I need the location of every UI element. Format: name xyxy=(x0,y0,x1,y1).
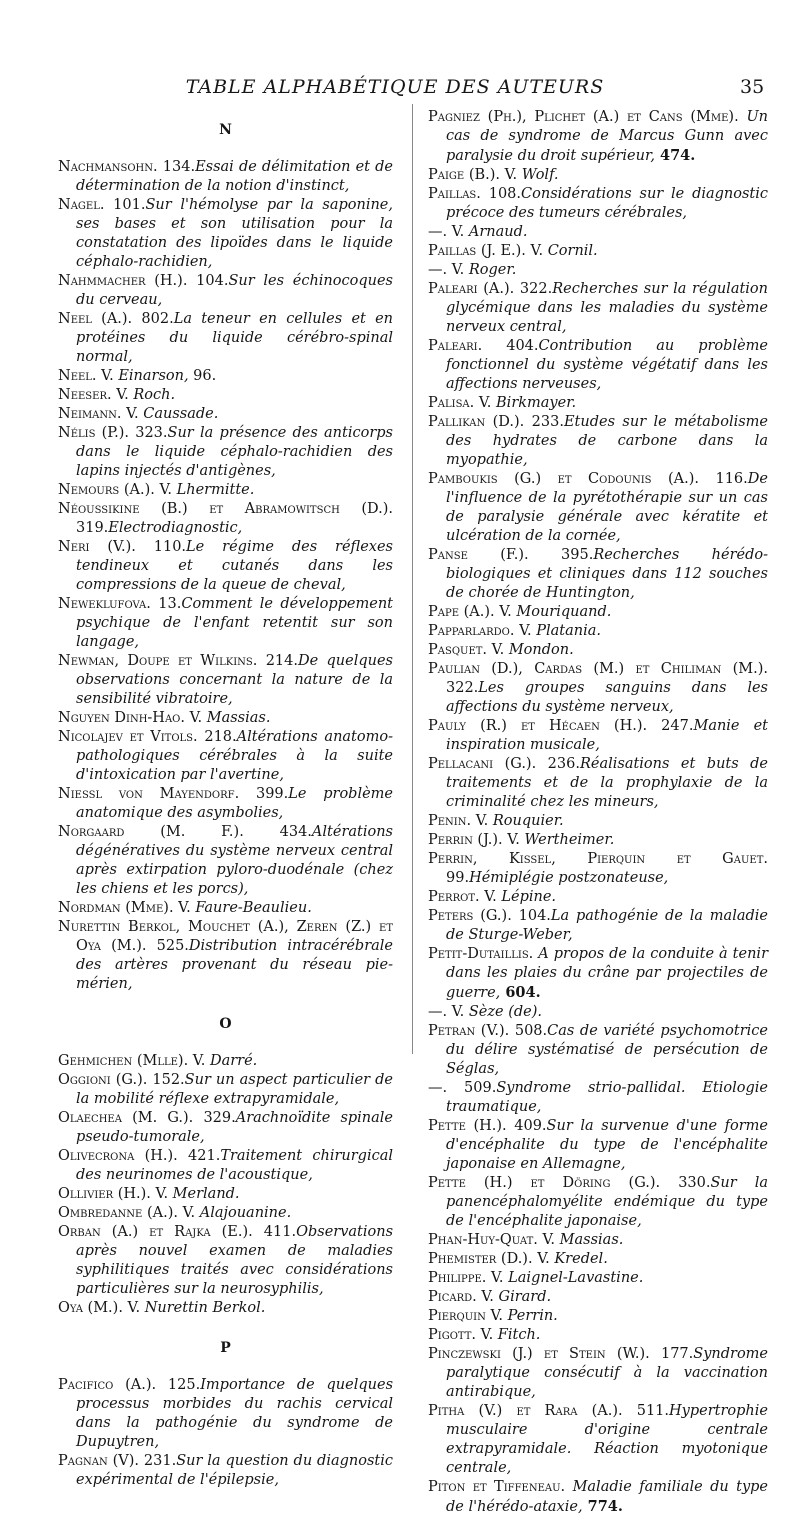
entry-text: V. xyxy=(542,1232,560,1248)
index-entry xyxy=(58,481,393,500)
entry-title: Importance de quelques processus morbides du rachis cervical dans la pathogénie du syndrome de Dupuytren, xyxy=(76,1377,394,1450)
entry-title: Wolf. xyxy=(521,167,559,183)
index-entry xyxy=(428,1250,768,1269)
entry-title: Merland. xyxy=(172,1186,240,1202)
entry-title: Traitement chirurgical des neurinomes de l'acoustique, xyxy=(76,1148,393,1183)
index-entry xyxy=(428,831,768,850)
entry-text: V. xyxy=(451,1004,469,1020)
entry-title: Sèze (de). xyxy=(468,1004,543,1020)
entry-text: 218. xyxy=(204,729,237,745)
entry-title: Etudes sur le métabolisme des hydrates de carbone dans la myopathie, xyxy=(446,414,768,468)
index-entry xyxy=(428,337,768,394)
entry-title: Les groupes sanguins dans les affections du système nerveux, xyxy=(446,680,768,715)
entry-text: V. xyxy=(192,1053,210,1069)
entry-title: Massias. xyxy=(206,710,271,726)
index-entry xyxy=(58,1052,393,1071)
entry-text: 434. xyxy=(279,824,312,840)
section-letter: O xyxy=(219,1016,232,1032)
author-name: Picard. xyxy=(428,1289,477,1305)
index-entry xyxy=(428,242,768,261)
entry-title: Roger. xyxy=(468,262,517,278)
index-entry xyxy=(428,166,768,185)
entry-text: 322. xyxy=(519,281,553,297)
author-name: Pagnan (V). xyxy=(58,1453,139,1469)
index-entry xyxy=(58,709,393,728)
author-name: Pette (H.) et Döring (G.). xyxy=(428,1175,661,1191)
section-letter: P xyxy=(220,1340,231,1356)
entry-page-bold: 474. xyxy=(654,147,696,164)
entry-title: Contribution au problème fonctionnel du système végétatif dans les affections nerveuses, xyxy=(446,338,768,392)
author-name: Neweklufova. xyxy=(58,596,151,612)
entry-title: De quelques observations concernant la nature de la sensibilité vibratoire, xyxy=(76,653,393,707)
entry-title: Recherches sur la régulation glycémique dans les maladies du système nerveux central, xyxy=(446,281,768,335)
entry-text: 329. xyxy=(203,1110,236,1126)
author-name: Norgaard (M. F.). xyxy=(58,824,244,840)
author-name: Paleari (A.). xyxy=(428,281,515,297)
author-name: Paige (B.). xyxy=(428,167,501,183)
entry-text: V. xyxy=(451,262,469,278)
entry-text: 395. xyxy=(561,547,594,563)
entry-text: 511. xyxy=(636,1403,670,1419)
entry-title: Syndrome strio-pallidal. Etiologie traumatique, xyxy=(446,1080,768,1115)
entry-title: Nurettin Berkol. xyxy=(144,1300,266,1316)
author-name: Paleari. xyxy=(428,338,483,354)
author-name: Nurettin Berkol, Mouchet (A.), Zeren (Z.) et Oya (M.). xyxy=(58,919,393,954)
entry-text: V. xyxy=(491,1270,509,1286)
index-entry xyxy=(58,196,393,272)
index-entry xyxy=(428,1402,768,1478)
author-name: Néoussikine (B.) et Abramowitsch (D.). xyxy=(58,501,393,517)
author-name: Neri (V.). xyxy=(58,539,136,555)
author-name: Perrot. xyxy=(428,889,480,905)
index-entry xyxy=(428,888,768,907)
index-entry xyxy=(58,424,393,481)
entry-text: V. xyxy=(178,900,196,916)
entry-text: 108. xyxy=(488,186,522,202)
section-letter: N xyxy=(219,122,232,138)
author-name: Nicolajev et Vitols. xyxy=(58,729,198,745)
index-entry xyxy=(428,1345,768,1402)
index-entry xyxy=(58,158,393,196)
entry-title: Un cas de syndrome de Marcus Gunn avec paralysie du droit supérieur, xyxy=(446,109,769,164)
index-entry xyxy=(428,1478,768,1517)
author-name: Pauly (R.) et Hécaen (H.). xyxy=(428,718,648,734)
entry-title: A propos de la conduite à tenir dans les plaies du crâne par projectiles de guerre, xyxy=(446,946,769,1001)
entry-title: Platania. xyxy=(536,623,602,639)
index-entry xyxy=(58,538,393,595)
entry-text: 214. xyxy=(265,653,298,669)
entry-text: 525. xyxy=(156,938,189,954)
index-entry xyxy=(428,1231,768,1250)
author-name: —. xyxy=(428,224,448,240)
author-name: Piton et Tiffeneau. xyxy=(428,1479,566,1495)
index-entry xyxy=(428,717,768,755)
entry-title: Lhermitte. xyxy=(176,482,255,498)
index-entry xyxy=(428,945,768,1003)
author-name: Pape (A.). xyxy=(428,604,495,620)
entry-text: 116. xyxy=(715,471,748,487)
author-name: Nagel. xyxy=(58,197,105,213)
author-name: Orban (A.) et Rajka (E.). xyxy=(58,1224,253,1240)
index-entry xyxy=(58,1109,393,1147)
entry-title: Birkmayer. xyxy=(496,395,577,411)
index-entry xyxy=(58,595,393,652)
author-name: Neeser. xyxy=(58,387,112,403)
index-entry xyxy=(428,108,768,166)
entry-text: V. xyxy=(530,243,548,259)
entry-text: V. xyxy=(504,167,522,183)
index-entry xyxy=(428,470,768,546)
entry-text: 421. xyxy=(188,1148,221,1164)
author-name: Newman, Doupe et Wilkins. xyxy=(58,653,258,669)
entry-title: Massias. xyxy=(559,1232,624,1248)
index-entry xyxy=(58,405,393,424)
entry-text: 399. xyxy=(255,786,289,802)
entry-text: V. xyxy=(478,395,497,411)
index-entry xyxy=(428,1117,768,1174)
author-name: Oya (M.). xyxy=(58,1300,123,1316)
entry-page-bold: 774. xyxy=(582,1498,623,1515)
entry-text: 247. xyxy=(661,718,694,734)
author-name: Nordman (Mme). xyxy=(58,900,174,916)
entry-text: 509. xyxy=(464,1080,497,1096)
author-name: Nguyen Dinh-Hao. xyxy=(58,710,185,726)
entry-text: 101. xyxy=(113,197,146,213)
author-name: —. xyxy=(428,1080,448,1096)
entry-title: Hémiplégie postzonateuse, xyxy=(469,870,669,886)
index-entry xyxy=(428,1307,768,1326)
running-title: TABLE ALPHABÉTIQUE DES AUTEURS xyxy=(185,76,605,98)
entry-text: 125. xyxy=(167,1377,201,1393)
author-name: Phemister (D.). xyxy=(428,1251,533,1267)
entry-text: V. xyxy=(101,368,119,384)
index-entry xyxy=(58,1452,393,1490)
author-name: Panse (F.). xyxy=(428,547,529,563)
entry-title: Sur les échinocoques du cerveau, xyxy=(76,273,393,308)
author-name: Pasquet. xyxy=(428,642,488,658)
author-name: Paillas. xyxy=(428,186,481,202)
entry-title: Réalisations et buts de traitements et de la prophylaxie de la criminalité chez les mineurs, xyxy=(446,756,769,810)
index-entry xyxy=(428,907,768,945)
entry-title: Sur un aspect particulier de la mobilité réflexe extrapyramidale, xyxy=(76,1072,393,1107)
entry-text: 508. xyxy=(514,1023,548,1039)
entry-text: V. xyxy=(490,1308,508,1324)
author-name: Philippe. xyxy=(428,1270,487,1286)
entry-title: Sur la survenue d'une forme d'encéphalite du type de l'encéphalite japonaise en Allemagne, xyxy=(446,1118,769,1172)
index-entry xyxy=(428,1003,768,1022)
entry-text: V. xyxy=(127,1300,145,1316)
entry-text: V. xyxy=(507,832,525,848)
entry-title: Lépine. xyxy=(501,889,557,905)
entry-text: V. xyxy=(475,813,493,829)
index-entry xyxy=(58,367,393,386)
entry-text: 319. xyxy=(76,520,109,536)
index-entry xyxy=(58,1376,393,1452)
index-entry xyxy=(58,823,393,899)
author-name: Nemours (A.). xyxy=(58,482,155,498)
author-name: Oggioni (G.). xyxy=(58,1072,148,1088)
index-entry xyxy=(428,546,768,603)
index-entry xyxy=(428,1269,768,1288)
index-entry xyxy=(428,261,768,280)
author-name: Petit-Dutaillis. xyxy=(428,946,534,962)
entry-page-bold: 604. xyxy=(500,984,541,1001)
entry-title: Le régime des réflexes tendineux et cutanés dans les compressions de la queue de cheval, xyxy=(76,539,393,593)
entry-text: V. xyxy=(159,482,177,498)
column-divider xyxy=(412,104,413,1054)
author-name: Pitha (V.) et Rara (A.). xyxy=(428,1403,623,1419)
entry-text: 13. xyxy=(158,596,182,612)
entry-text: 177. xyxy=(660,1346,694,1362)
entry-title: Mondon. xyxy=(508,642,574,658)
index-entry xyxy=(58,1071,393,1109)
entry-title: Perrin. xyxy=(507,1308,558,1324)
entry-text: V. xyxy=(491,642,509,658)
index-entry xyxy=(428,660,768,717)
entry-title: Rouquier. xyxy=(492,813,564,829)
entry-title: Observations après nouvel examen de maladies syphilitiques traités avec considérations particulières sur la neurosyphilis, xyxy=(76,1224,394,1297)
author-name: Pierquin xyxy=(428,1308,486,1324)
entry-title: Hypertrophie musculaire d'origine centrale extrapyramidale. Réaction myotonique centrale, xyxy=(446,1403,768,1476)
index-entry xyxy=(428,1022,768,1079)
index-entry xyxy=(428,603,768,622)
entry-text: 411. xyxy=(263,1224,297,1240)
entry-title: Arnaud. xyxy=(468,224,528,240)
index-entry xyxy=(58,1204,393,1223)
entry-text: 233. xyxy=(531,414,564,430)
entry-title: Essai de délimitation et de détermination de la notion d'instinct, xyxy=(76,159,393,194)
author-name: Perrin, Kissel, Pierquin et Gauet. xyxy=(428,851,768,867)
entry-text: V. xyxy=(537,1251,555,1267)
index-entry xyxy=(428,1326,768,1345)
entry-text: 134. xyxy=(162,159,196,175)
entry-title: Sur la présence des anticorps dans le liquide céphalo-rachidien des lapins injectés d'antigènes, xyxy=(76,425,393,479)
entry-title: Fitch. xyxy=(497,1327,541,1343)
author-name: —. xyxy=(428,1004,448,1020)
index-entry xyxy=(428,850,768,888)
author-name: Palisa. xyxy=(428,395,475,411)
entry-title: Sur l'hémolyse par la saponine, ses bases et son utilisation pour la constatation des lipoïdes dans le liquide céphalo-rachidien, xyxy=(76,197,393,270)
entry-title: Arachnoïdite spinale pseudo-tumorale, xyxy=(76,1110,394,1145)
author-name: Ombredanne (A.). xyxy=(58,1205,178,1221)
index-entry xyxy=(58,500,393,538)
author-name: Pinczewski (J.) et Stein (W.). xyxy=(428,1346,650,1362)
left-column xyxy=(58,100,393,1490)
entry-title: Le problème anatomique des asymbolies, xyxy=(76,786,393,821)
page-number: 35 xyxy=(740,76,765,98)
entry-text: V. xyxy=(116,387,134,403)
index-entry xyxy=(428,755,768,812)
entry-title: Girard. xyxy=(498,1289,552,1305)
entry-text: 152. xyxy=(152,1072,185,1088)
index-entry xyxy=(58,386,393,405)
entry-title: Altérations dégénératives du système nerveux central après extirpation pyloro-duodénale (chez les chiens et les porcs), xyxy=(76,824,393,897)
index-entry xyxy=(58,785,393,823)
index-entry xyxy=(58,728,393,785)
right-column xyxy=(428,100,768,1517)
entry-title: Sur la panencéphalomyélite endémique du type de l'encéphalite japonaise, xyxy=(446,1175,768,1229)
index-entry xyxy=(428,185,768,223)
entry-text: V. xyxy=(480,1327,498,1343)
index-entry xyxy=(428,622,768,641)
author-name: Paillas (J. E.). xyxy=(428,243,526,259)
entry-title: Syndrome paralytique consécutif à la vaccination antirabique, xyxy=(446,1346,769,1400)
entry-title: Kredel. xyxy=(554,1251,608,1267)
entry-text: 409. xyxy=(514,1118,547,1134)
author-name: Nachmansohn. xyxy=(58,159,158,175)
entry-title: Manie et inspiration musicale, xyxy=(446,718,768,753)
entry-text: 802. xyxy=(141,311,174,327)
author-name: Pallikan (D.). xyxy=(428,414,525,430)
entry-text: V. xyxy=(182,1205,200,1221)
author-name: Olivecrona (H.). xyxy=(58,1148,178,1164)
author-name: Neel (A.). xyxy=(58,311,133,327)
entry-title: Laignel-Lavastine. xyxy=(508,1270,644,1286)
index-entry xyxy=(58,310,393,367)
entry-title: Comment le développement psychique de l'enfant retentit sur son langage, xyxy=(76,596,394,650)
entry-text: 330. xyxy=(678,1175,711,1191)
index-entry xyxy=(428,812,768,831)
entry-text: V. xyxy=(499,604,517,620)
author-name: Pigott. xyxy=(428,1327,477,1343)
entry-title: La pathogénie de la maladie de Sturge-Weber, xyxy=(446,908,768,943)
entry-text: 236. xyxy=(547,756,580,772)
entry-title: Recherches hérédo-biologiques et cliniques dans 112 souches de chorée de Huntington, xyxy=(446,547,769,601)
author-name: Pellacani (G.). xyxy=(428,756,537,772)
author-name: Neel. xyxy=(58,368,97,384)
entry-text: V. xyxy=(481,1289,499,1305)
entry-text: 323. xyxy=(135,425,168,441)
author-name: Papparlardo. xyxy=(428,623,515,639)
index-entry xyxy=(58,652,393,709)
index-entry xyxy=(58,1223,393,1299)
index-entry xyxy=(428,223,768,242)
entry-title: De l'influence de la pyrétothérapie sur un cas de paralysie générale avec kératite et ulcération de la cornée, xyxy=(446,471,768,544)
entry-title: Darré. xyxy=(209,1053,258,1069)
entry-title: Cas de variété psychomotrice du délire systématisé de persécution de Séglas, xyxy=(446,1023,768,1077)
author-name: Nahmmacher (H.). xyxy=(58,273,188,289)
index-entry xyxy=(58,1147,393,1185)
index-entry xyxy=(58,1185,393,1204)
author-name: Petran (V.). xyxy=(428,1023,510,1039)
entry-text: 231. xyxy=(143,1453,177,1469)
author-name: Penin. xyxy=(428,813,472,829)
entry-title: Maladie familiale du type de l'hérédo-ataxie, xyxy=(446,1479,769,1515)
entry-text: 99. xyxy=(446,870,470,886)
index-entry xyxy=(428,1079,768,1117)
index-entry xyxy=(428,1288,768,1307)
author-name: Gehmichen (Mlle). xyxy=(58,1053,189,1069)
author-name: Pacifico (A.). xyxy=(58,1377,157,1393)
entry-title: Alajouanine. xyxy=(199,1205,292,1221)
author-name: Phan-Huy-Quat. xyxy=(428,1232,538,1248)
entry-text: V. xyxy=(451,224,469,240)
index-entry xyxy=(58,918,393,994)
author-name: —. xyxy=(428,262,448,278)
author-name: Nélis (P.). xyxy=(58,425,129,441)
entry-title: La teneur en cellules et en protéines du liquide cérébro-spinal normal, xyxy=(76,311,394,365)
index-entry xyxy=(428,394,768,413)
entry-title: Faure-Beaulieu. xyxy=(195,900,312,916)
entry-title: Einarson, xyxy=(118,368,189,384)
entry-title: Sur la question du diagnostic expérimental de l'épilepsie, xyxy=(76,1453,393,1488)
author-name: Olaechea (M. G.). xyxy=(58,1110,194,1126)
index-entry xyxy=(428,280,768,337)
author-name: Pamboukis (G.) et Codounis (A.). xyxy=(428,471,699,487)
entry-text: 110. xyxy=(153,539,187,555)
entry-title: Caussade. xyxy=(143,406,219,422)
entry-title: Cornil. xyxy=(547,243,598,259)
entry-text: V. xyxy=(189,710,207,726)
entry-text: V. xyxy=(126,406,144,422)
index-entry xyxy=(428,413,768,470)
entry-title: Wertheimer. xyxy=(524,832,615,848)
index-entry xyxy=(58,899,393,918)
entry-title: Distribution intracérébrale des artères provenant du réseau pie-mérien, xyxy=(76,938,393,992)
entry-text: V. xyxy=(484,889,502,905)
entry-text: 322. xyxy=(446,680,479,696)
author-name: Niessl von Mayendorf. xyxy=(58,786,240,802)
entry-text: V. xyxy=(155,1186,173,1202)
entry-text: V. xyxy=(519,623,537,639)
entry-page: 96. xyxy=(188,368,217,384)
author-name: Pagniez (Ph.), Plichet (A.) et Cans (Mme). xyxy=(428,109,739,125)
index-entry xyxy=(58,272,393,310)
index-entry xyxy=(58,1299,393,1318)
author-name: Perrin (J.). xyxy=(428,832,503,848)
author-name: Pette (H.). xyxy=(428,1118,507,1134)
entry-text: 104. xyxy=(196,273,229,289)
entry-title: Electrodiagnostic, xyxy=(108,520,243,536)
index-entry xyxy=(428,641,768,660)
entry-text: 404. xyxy=(506,338,539,354)
index-entry xyxy=(428,1174,768,1231)
entry-title: Altérations anatomo-pathologiques cérébrales à la suite d'intoxication par l'avertine, xyxy=(76,729,393,783)
entry-title: Mouriquand. xyxy=(516,604,612,620)
author-name: Neimann. xyxy=(58,406,122,422)
author-name: Peters (G.). xyxy=(428,908,512,924)
entry-title: Considérations sur le diagnostic précoce des tumeurs cérébrales, xyxy=(446,186,769,221)
author-name: Paulian (D.), Cardas (M.) et Chiliman (M.). xyxy=(428,661,768,677)
entry-title: Roch. xyxy=(133,387,176,403)
author-name: Ollivier (H.). xyxy=(58,1186,151,1202)
entry-text: 104. xyxy=(518,908,551,924)
